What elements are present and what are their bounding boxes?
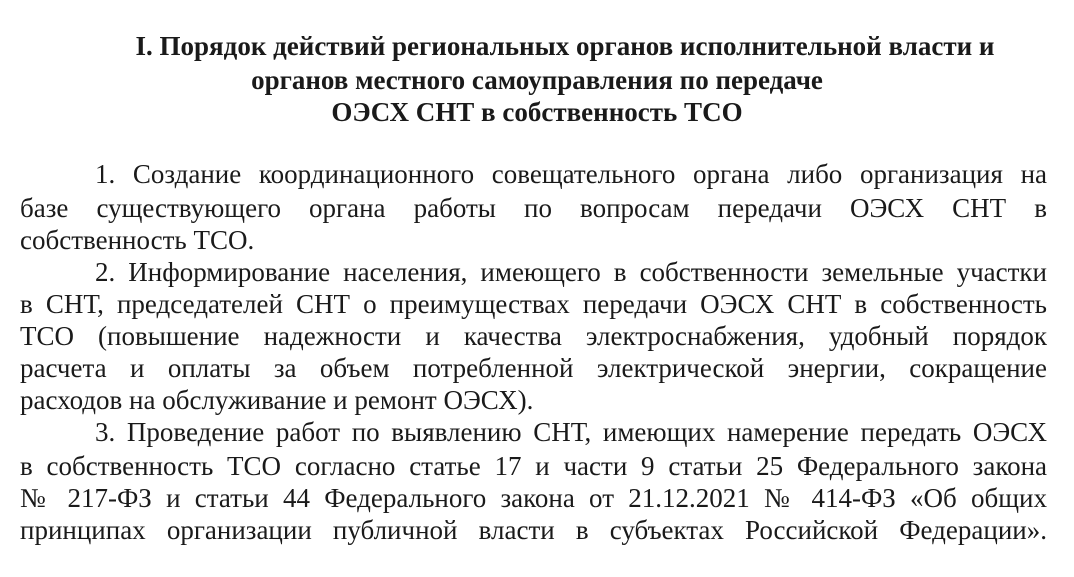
paragraph-line: в СНТ, председателей СНТ о преимуществах передачи ОЭСХ СНТ в собственность xyxy=(20,289,1047,319)
paragraph-line: в собственность ТСО согласно статье 17 и части 9 статьи 25 Федерального закона xyxy=(20,451,1047,481)
paragraph-line: № 217-ФЗ и статьи 44 Федерального закона от 21.12.2021 № 414-ФЗ «Об общих xyxy=(20,483,1047,513)
paragraph-line: расходов на обслуживание и ремонт ОЭСХ). xyxy=(20,385,534,415)
paragraph-line: 3. Проведение работ по выявлению СНТ, имеющих намерение передать ОЭСХ xyxy=(95,417,1047,447)
heading-line-1: I. Порядок действий региональных органов исполнительной власти и xyxy=(135,31,995,61)
paragraph-line: базе существующего органа работы по вопросам передачи ОЭСХ СНТ в xyxy=(20,193,1047,223)
paragraph-line: 1. Создание координационного совещательного органа либо организация на xyxy=(95,159,1047,189)
paragraph-line: принципах организации публичной власти в субъектах Российской Федерации». xyxy=(20,515,1047,545)
paragraph-line: расчета и оплаты за объем потребленной электрической энергии, сокращение xyxy=(20,353,1047,383)
paragraph-line: ТСО (повышение надежности и качества электроснабжения, удобный порядок xyxy=(20,321,1047,351)
paragraph-line: собственность ТСО. xyxy=(20,225,255,255)
heading-line-2: органов местного самоуправления по передаче xyxy=(251,65,823,95)
heading-line-3: ОЭСХ СНТ в собственность ТСО xyxy=(331,97,743,127)
paragraph-line: 2. Информирование населения, имеющего в собственности земельные участки xyxy=(95,257,1047,287)
